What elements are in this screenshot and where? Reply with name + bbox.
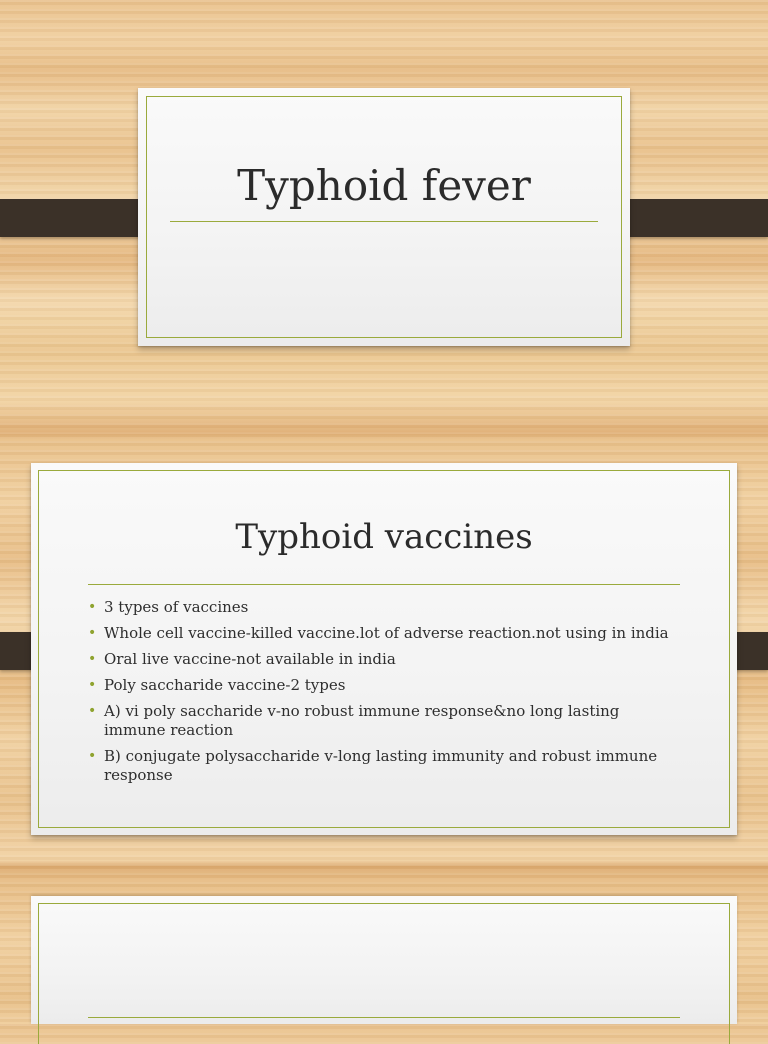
binder-clip-left-1 <box>0 199 156 237</box>
bullet-text: A) vi poly saccharide v-no robust immune response&no long lasting immune reaction <box>104 702 620 739</box>
bullet-icon: • <box>88 625 97 641</box>
slide-2-title-rule <box>88 584 680 585</box>
bullet-text: Poly saccharide vaccine-2 types <box>104 676 346 694</box>
slide-1 <box>138 88 630 346</box>
bullet-icon: • <box>88 703 97 719</box>
bullet-text: Whole cell vaccine-killed vaccine.lot of adverse reaction.not using in india <box>104 624 669 642</box>
list-item <box>88 747 678 785</box>
slide-2 <box>31 463 737 835</box>
slide-1-title-rule <box>170 221 598 222</box>
bullet-icon: • <box>88 599 97 615</box>
slide-3-title-rule <box>88 1017 680 1018</box>
bullet-icon: • <box>88 748 97 764</box>
binder-clip-right-1 <box>612 199 768 237</box>
bullet-icon: • <box>88 677 97 693</box>
list-item <box>88 624 678 643</box>
bullet-icon: • <box>88 651 97 667</box>
bullet-text: B) conjugate polysaccharide v-long lasting immunity and robust immune response <box>104 747 658 784</box>
slide-3 <box>31 896 737 1024</box>
bullet-text: 3 types of vaccines <box>104 598 249 616</box>
slide-3-frame <box>38 903 730 1044</box>
slide-2-title: Typhoid vaccines <box>235 517 533 557</box>
slide-1-title: Typhoid fever <box>237 161 531 210</box>
bullet-text: Oral live vaccine-not available in india <box>104 650 396 668</box>
list-item <box>88 676 678 695</box>
slide-1-frame <box>146 96 622 338</box>
slide-2-bullet-list <box>88 598 678 792</box>
list-item <box>88 598 678 617</box>
list-item <box>88 702 678 740</box>
list-item <box>88 650 678 669</box>
